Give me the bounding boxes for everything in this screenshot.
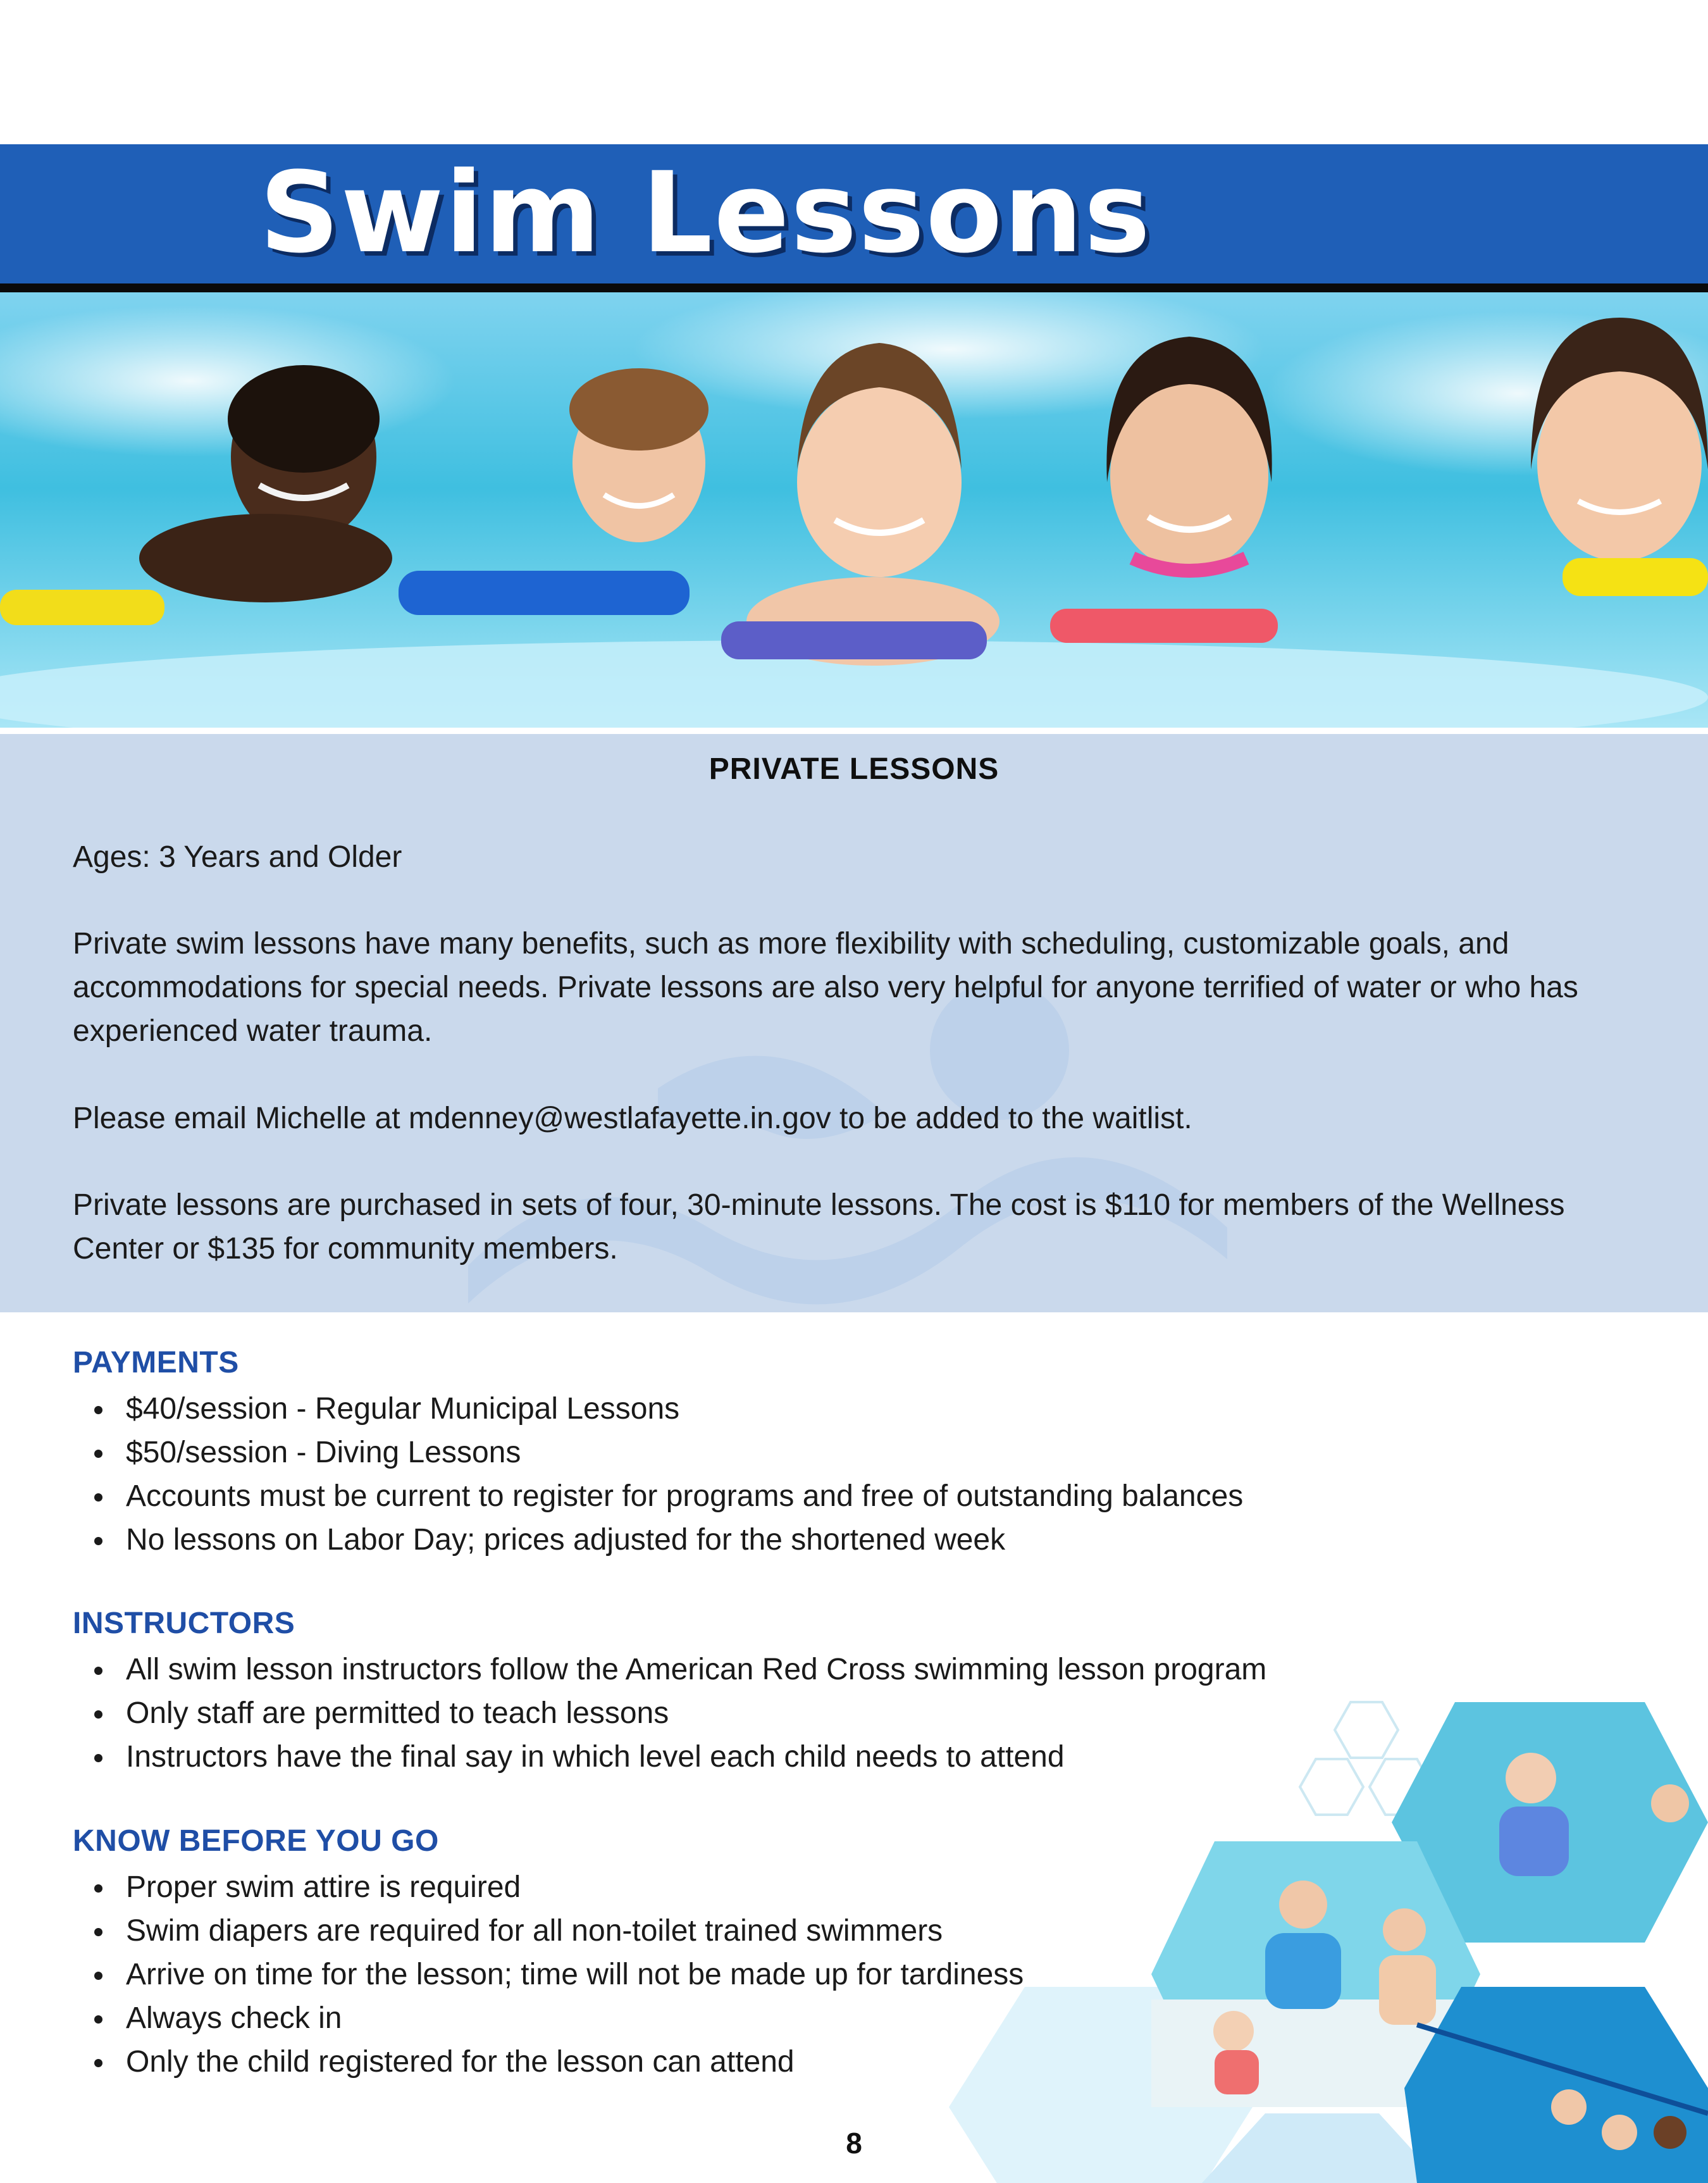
waitlist-text: [73, 1097, 1648, 1140]
waitlist-prefix: Please email Michelle at: [73, 1102, 409, 1135]
payments-list: [73, 1387, 1243, 1562]
page-number: 8: [846, 2127, 862, 2160]
kickboard-purple: [721, 621, 987, 659]
kickboard-blue: [399, 571, 690, 615]
hero-photo: [0, 292, 1708, 728]
list-item: Proper swim attire is required: [73, 1865, 1024, 1909]
know-before-list: [73, 1865, 1024, 2084]
list-item: Arrive on time for the lesson; time will not be made up for tardiness: [73, 1953, 1024, 1996]
kickboard-red: [1050, 609, 1278, 643]
private-lessons-heading: PRIVATE LESSONS: [709, 752, 999, 786]
child-2: [569, 368, 709, 542]
child-4: [1106, 337, 1272, 571]
know-before-heading: KNOW BEFORE YOU GO: [73, 1824, 439, 1858]
swimming-children-image: [0, 292, 1708, 728]
child-5: [1531, 318, 1708, 561]
list-item: Accounts must be current to register for programs and free of outstanding balances: [73, 1474, 1243, 1518]
email-link[interactable]: mdenney@westlafayette.in.gov: [408, 1102, 831, 1135]
page-title: Swim Lessons: [259, 148, 1152, 278]
instructors-heading: INSTRUCTORS: [73, 1607, 295, 1640]
ages-text: Ages: 3 Years and Older: [73, 840, 402, 874]
title-underline: [0, 283, 1708, 292]
kickboard-yellow-right: [1563, 558, 1708, 596]
list-item: Always check in: [73, 1996, 1024, 2040]
list-item: All swim lesson instructors follow the American Red Cross swimming lesson program: [73, 1648, 1266, 1691]
list-item: No lessons on Labor Day; prices adjusted for the shortened week: [73, 1518, 1243, 1562]
list-item: $40/session - Regular Municipal Lessons: [73, 1387, 1243, 1431]
list-item: Only the child registered for the lesson can attend: [73, 2040, 1024, 2084]
list-item: Only staff are permitted to teach lessons: [73, 1691, 1266, 1735]
list-item: $50/session - Diving Lessons: [73, 1431, 1243, 1474]
pricing-text: Private lessons are purchased in sets of four, 30-minute lessons. The cost is $110 for members of the Wellness Center or $135 for community members.: [73, 1188, 1565, 1266]
kickboard-yellow: [0, 590, 164, 625]
payments-heading: PAYMENTS: [73, 1346, 239, 1379]
waitlist-suffix: to be added to the waitlist.: [831, 1102, 1192, 1135]
list-item: Instructors have the final say in which level each child needs to attend: [73, 1735, 1266, 1779]
lesson-photo-collage: [936, 1670, 1708, 2183]
benefits-text: Private swim lessons have many benefits, such as more flexibility with scheduling, customizable goals, and accommodations for special needs. Private lessons are also very helpful for anyone terrified of water or who has experienced water trauma.: [73, 927, 1578, 1048]
list-item: Swim diapers are required for all non-toilet trained swimmers: [73, 1909, 1024, 1953]
